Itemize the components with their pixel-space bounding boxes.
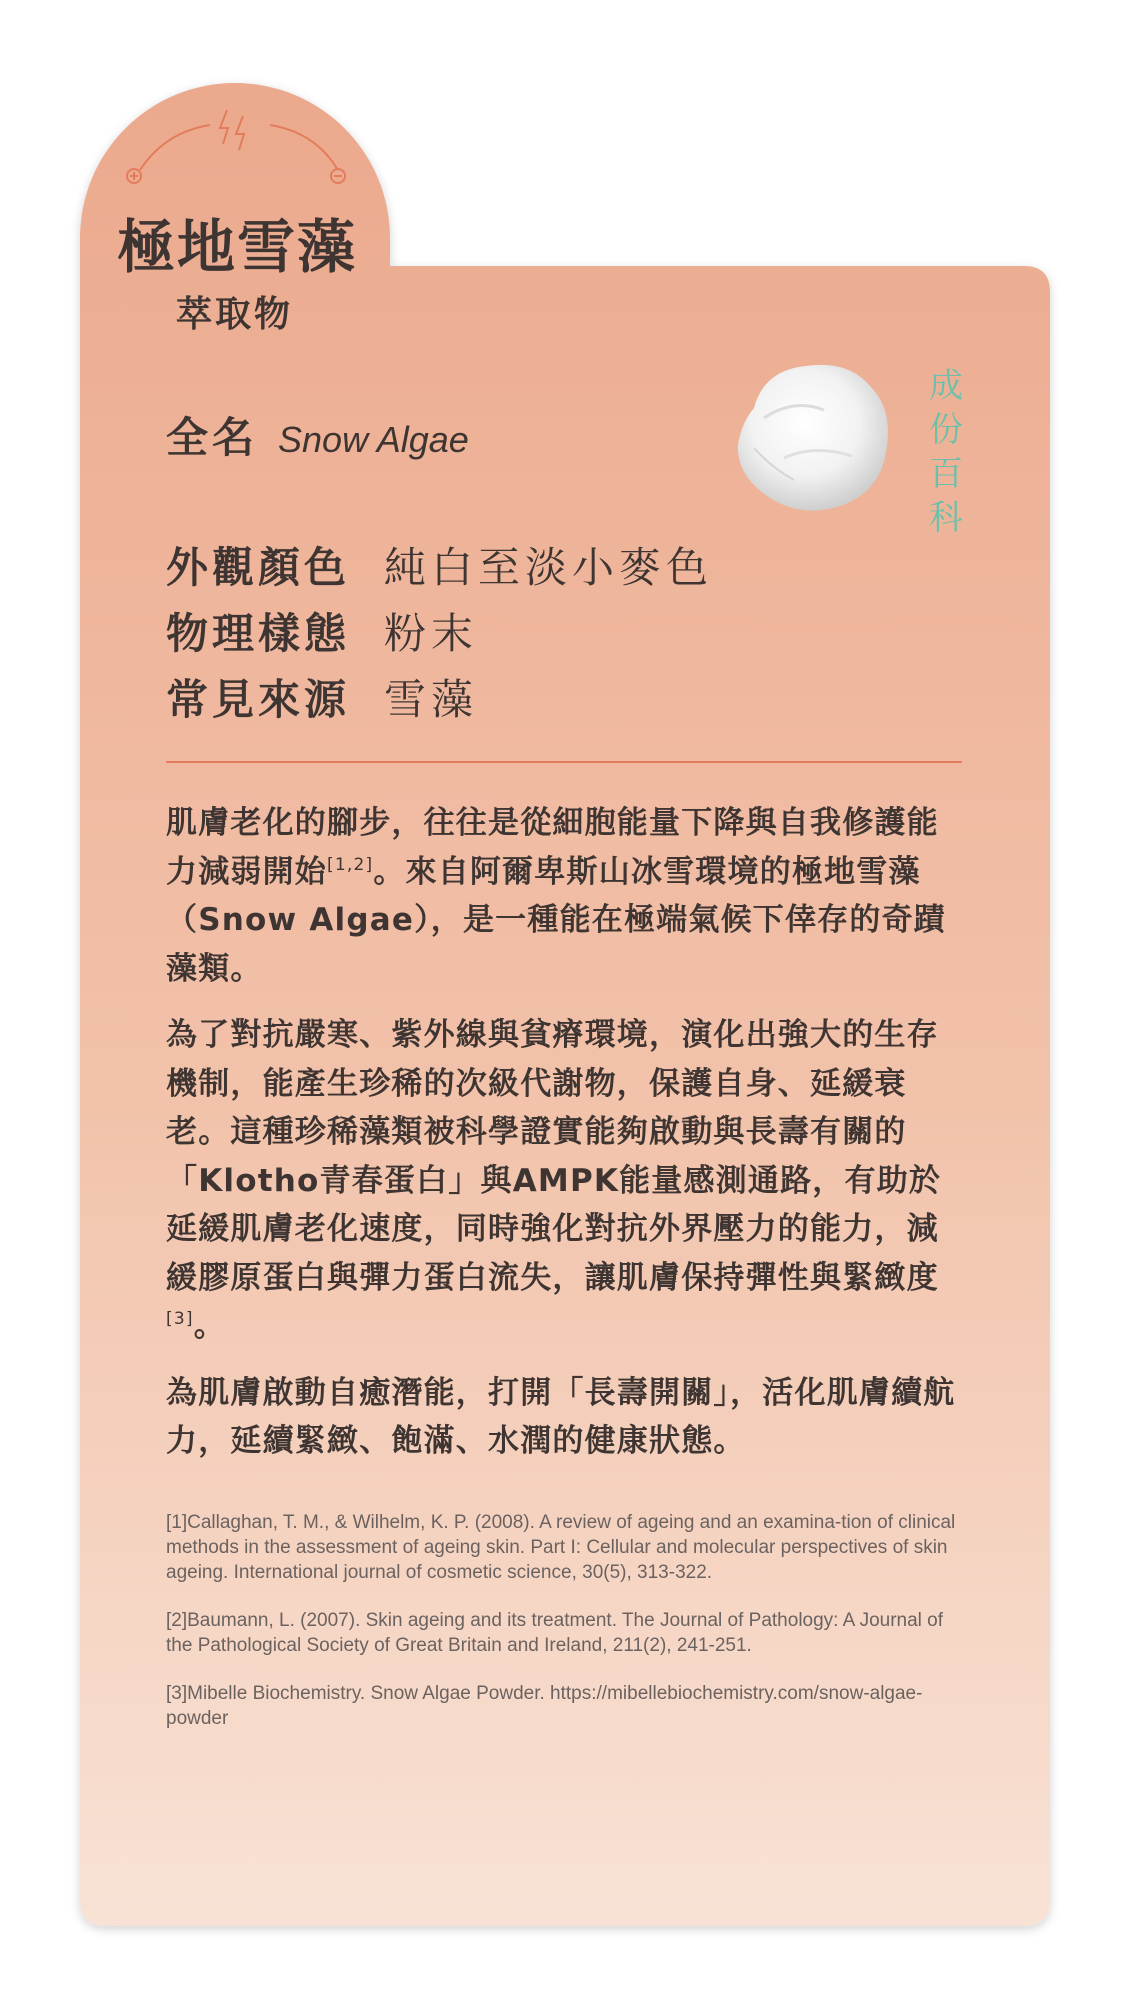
paragraph-text: 肌膚老化的腳步，往往是從細胞能量下降與自我修護能力減弱開始 — [166, 805, 939, 890]
description-body — [166, 799, 966, 1484]
reference-list — [166, 1510, 966, 1754]
battery-spark-emblem — [120, 110, 360, 190]
description-paragraph — [166, 1011, 966, 1351]
property-value: 純白至淡小麥色 — [384, 543, 714, 592]
reference-item: [3]Mibelle Biochemistry. Snow Algae Powder. https://mibellebiochemistry.com/snow-algae-powder — [166, 1683, 923, 1729]
vertical-tag-char: 百 — [929, 454, 963, 494]
property-value: 雪藻 — [384, 675, 479, 724]
paragraph-text: 為了對抗嚴寒、紫外線與貧瘠環境，演化出強大的生存機制，能產生珍稀的次級代謝物，保護自身、延緩衰老。這種珍稀藻類被科學證實能夠啟動與長壽有關的「Klotho青春蛋白」與AMPK能量感測通路，有助於延緩肌膚老化速度，同時強化對抗外界壓力的能力，減緩膠原蛋白與彈力蛋白流失，讓肌膚保持彈性與緊緻度 — [166, 1017, 942, 1296]
description-paragraph — [166, 1369, 966, 1466]
property-key: 物理樣態 — [166, 609, 351, 658]
property-row — [166, 532, 713, 598]
vertical-tag-char: 成 — [929, 366, 963, 406]
citation-marker: [1,2] — [327, 854, 374, 875]
vertical-category-tag — [924, 364, 968, 540]
vertical-tag-char: 科 — [929, 498, 963, 538]
fullname-label: 全名 — [166, 413, 259, 462]
paragraph-text: 為肌膚啟動自癒潛能，打開「長壽開關」，活化肌膚續航力，延續緊緻、飽滿、水潤的健康狀態。 — [166, 1374, 956, 1459]
property-key: 外觀顏色 — [166, 543, 351, 592]
property-row — [166, 664, 713, 730]
description-paragraph — [166, 799, 966, 993]
fullname-value: Snow Algae — [278, 419, 469, 460]
property-list — [166, 532, 713, 730]
powder-image — [724, 348, 898, 522]
fullname-row — [166, 405, 469, 465]
vertical-tag-char: 份 — [929, 410, 963, 450]
paragraph-text: 。 — [193, 1308, 226, 1344]
citation-marker: [3] — [166, 1309, 194, 1329]
reference-item: [2]Baumann, L. (2007). Skin ageing and its treatment. The Journal of Pathology: A Journal of the Pathological Society of Great Britain and Ireland, 211(2), 241-251. — [166, 1610, 944, 1656]
property-key: 常見來源 — [166, 675, 351, 724]
ingredient-title: 極地雪藻 — [117, 213, 358, 281]
section-divider — [166, 761, 962, 763]
property-row — [166, 598, 713, 664]
ingredient-subtitle: 萃取物 — [176, 294, 294, 335]
paragraph-text: 。來自阿爾卑斯山冰雪環境的極地雪藻（Snow Algae），是一種能在極端氣候下倖存的奇蹟藻類。 — [166, 853, 946, 987]
property-value: 粉末 — [384, 609, 479, 658]
reference-item: [1]Callaghan, T. M., & Wilhelm, K. P. (2008). A review of ageing and an examina-tion of clinical methods in the assessment of ageing skin. Part I: Cellular and molecular perspectives of skin ageing. International journal of cosmetic science, 30(5), 313-322. — [166, 1512, 956, 1583]
